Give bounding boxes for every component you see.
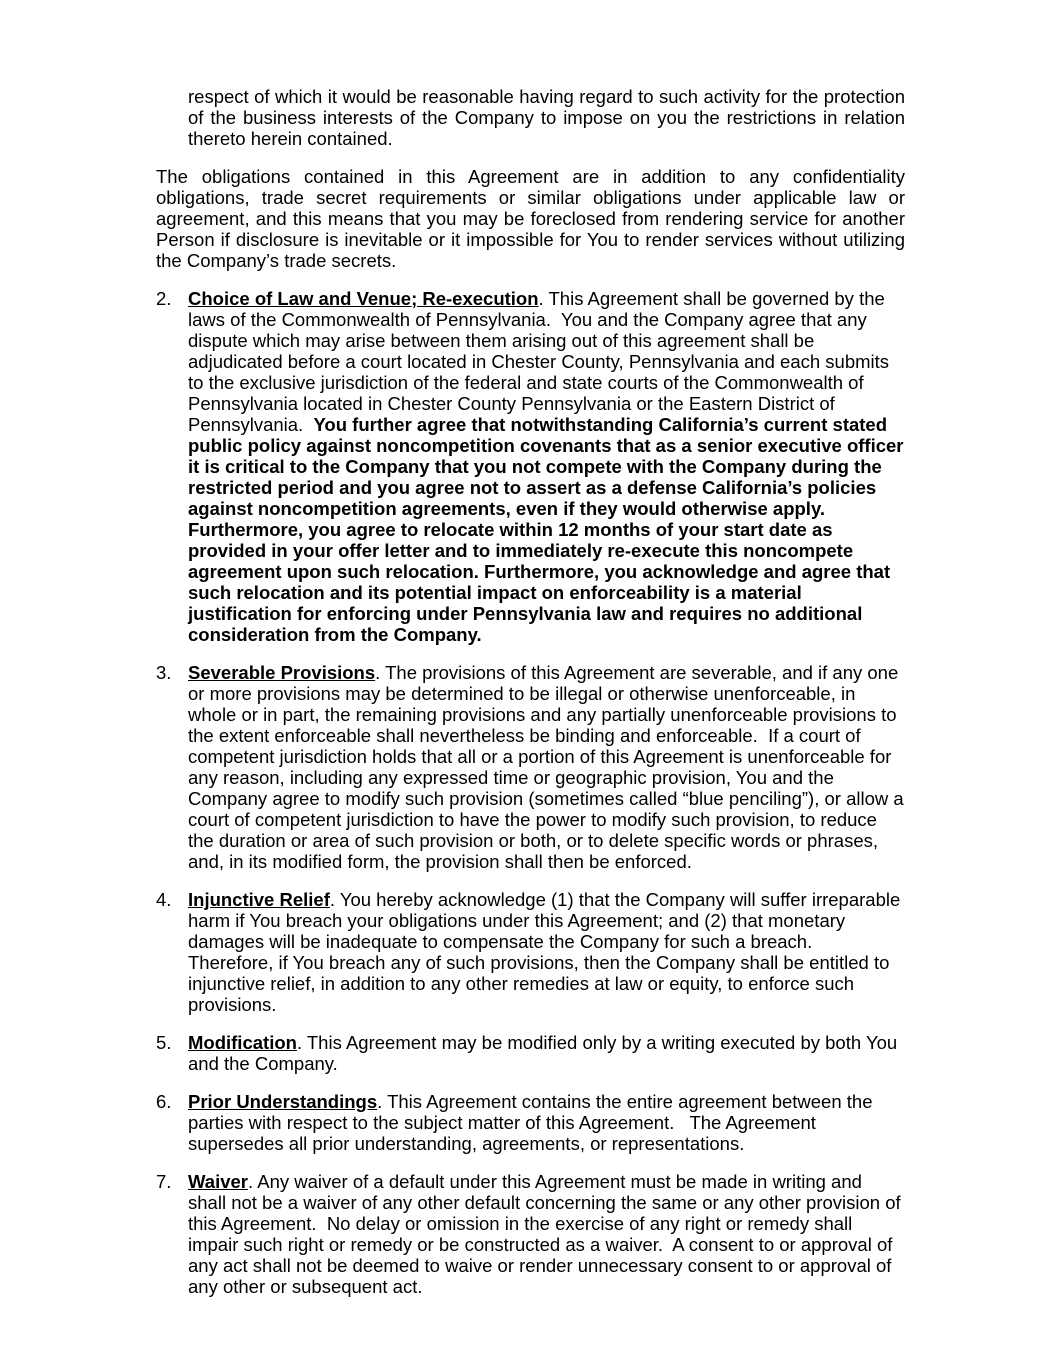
paragraph-continuation: respect of which it would be reasonable having regard to such activity for the protection of the business interests of the Company to impose on you the restrictions in relation thereto herein contained. [188,86,911,149]
item-body [188,1091,905,1154]
item-number: 6. [156,1091,172,1112]
list-item-choice-of-law [156,288,909,645]
item-body [188,1171,905,1297]
item-heading: Injunctive Relief [188,889,330,910]
item-text: . Any waiver of a default under this Agreement must be made in writing and shall not be a waiver of any other default concerning the same or any other provision of this Agreement. No delay or omission in the exercise of any right or remedy shall impair such right or remedy or be constructed as a waiver. A consent to or approval of any act shall not be deemed to waive or render unnecessary consent to or approval of any other or subsequent act. [188,1171,906,1297]
item-heading: Prior Understandings [188,1091,378,1112]
paragraph-obligations: The obligations contained in this Agreement are in addition to any confidentiality obligations, trade secret requirements or similar obligations under applicable law or agreement, and this means that you may be foreclosed from rendering service for another Person if disclosure is inevitable or it impossible for You to render services without utilizing the Company’s trade secrets. [156,166,911,271]
item-text: . This Agreement may be modified only by a writing executed by both You and the Company. [188,1032,903,1074]
item-number: 2. [156,288,172,309]
item-heading: Severable Provisions [188,662,376,683]
item-text: . The provisions of this Agreement are severable, and if any one or more provisions may be determined to be illegal or otherwise unenforceable, in whole or in part, the remaining provisions and any partially unenforceable provisions to the extent enforceable shall nevertheless be binding and enforceable. If a court of competent jurisdiction holds that all or a portion of this Agreement is unenforceable for any reason, including any expressed time or geographic provision, You and the Company agree to modify such provision (sometimes called “blue penciling”), or allow a court of competent jurisdiction to have the power to modify such provision, to reduce the duration or area of such provision or both, or to delete specific words or phrases, and, in its modified form, the provision shall then be enforced. [188,662,909,872]
item-number: 4. [156,889,172,910]
item-heading: Waiver [188,1171,248,1192]
item-text: . This Agreement shall be governed by the laws of the Commonwealth of Pennsylvania. You and the Company agree that any dispute which may arise between them arising out of this agreement shall be adjudicated before a court located in Chester County, Pennsylvania and each submits to the exclusive jurisdiction of the federal and state courts of the Commonwealth of Pennsylvania located in Chester County Pennsylvania or the Eastern District of Pennsylvania. [188,288,895,435]
item-heading: Modification [188,1032,297,1053]
item-body [188,1032,905,1074]
list-item-prior-understandings [156,1091,905,1154]
item-body [188,288,909,645]
list-item-modification [156,1032,905,1074]
list-item-severable-provisions [156,662,909,872]
item-number: 3. [156,662,172,683]
item-bold-text: You further agree that notwithstanding California’s current stated public policy against noncompetition covenants that as a senior executive officer it is critical to the Company that you not compete with the Company during the restricted period and you agree not to assert as a defense California’s policies against noncompetition agreements, even if they would otherwise apply. Furthermore, you agree to relocate within 12 months of your start date as provided in your offer letter and to immediately re-execute this noncompete agreement upon such relocation. Furthermore, you acknowledge and agree that such relocation and its potential impact on enforceability is a material justification for enforcing under Pennsylvania law and requires no additional consideration from the Company. [188,414,909,645]
item-heading: Choice of Law and Venue; Re-execution [188,288,539,309]
item-text: . You hereby acknowledge (1) that the Company will suffer irreparable harm if You breach your obligations under this Agreement; and (2) that monetary damages will be inadequate to compensate the Company for such a breach. Therefore, if You breach any of such provisions, then the Company shall be entitled to injunctive relief, in addition to any other remedies at law or equity, to enforce such provisions. [188,889,906,1015]
item-body [188,662,909,872]
item-number: 5. [156,1032,172,1053]
list-item-waiver [156,1171,905,1297]
item-number: 7. [156,1171,172,1192]
item-text: . This Agreement contains the entire agreement between the parties with respect to the subject matter of this Agreement. The Agreement supersedes all prior understanding, agreements, or representations. [188,1091,878,1154]
list-item-injunctive-relief [156,889,905,1015]
item-body [188,889,905,1015]
